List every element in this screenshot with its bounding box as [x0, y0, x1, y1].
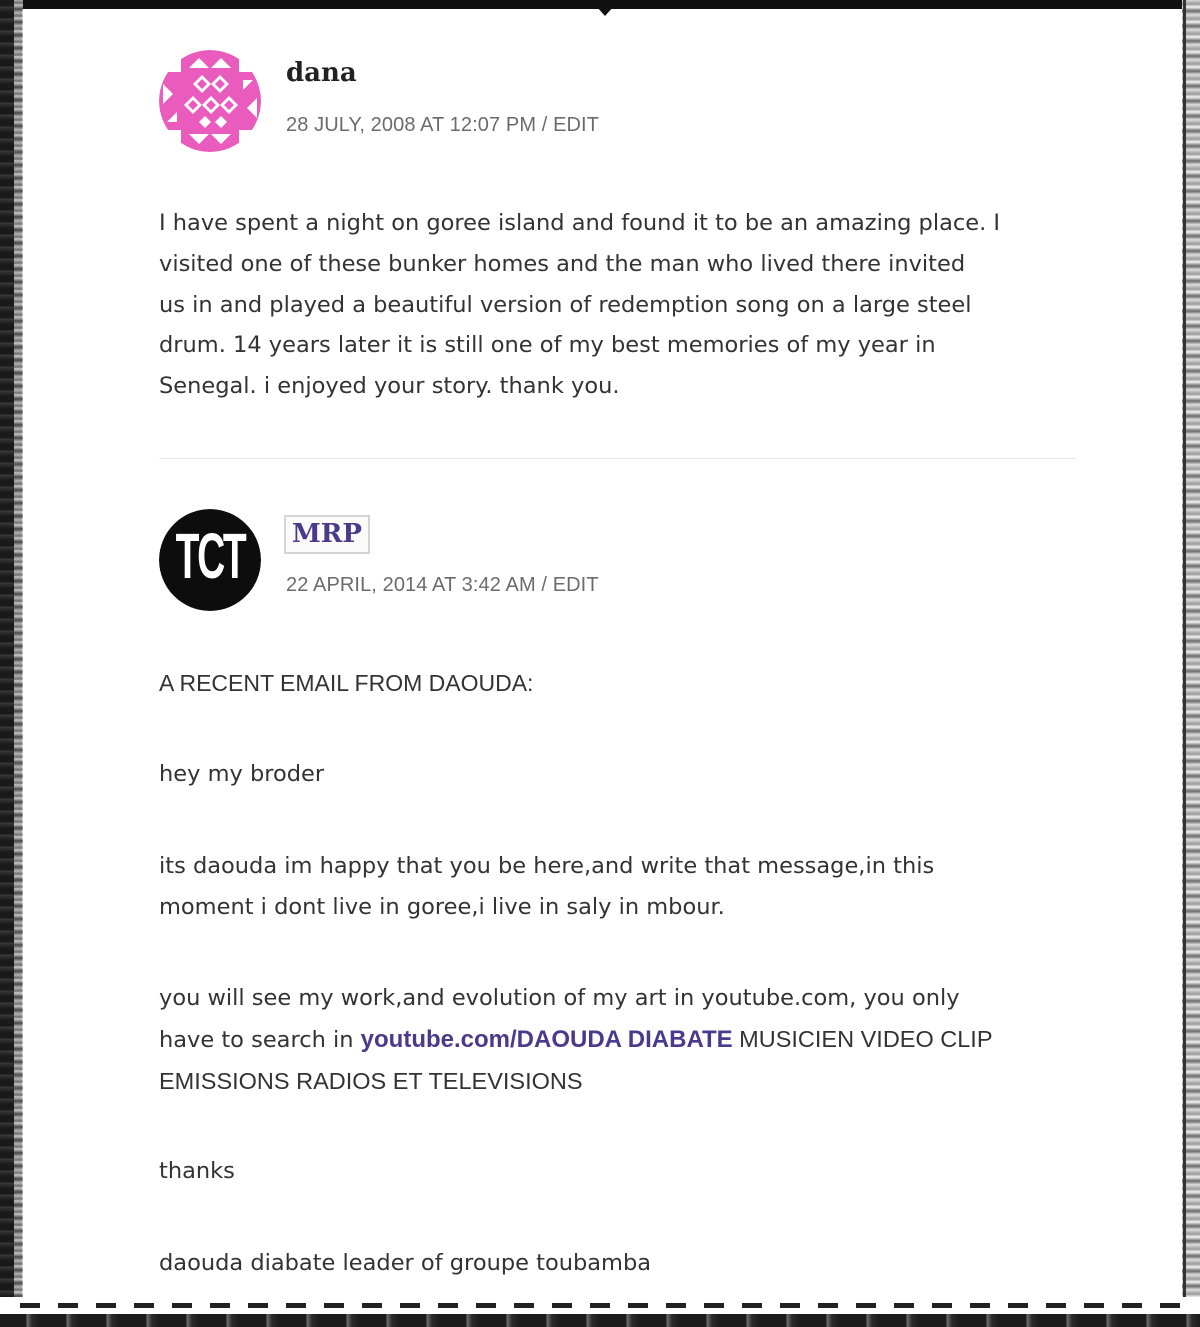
- email-line: you will see my work,and evolution of my art in youtube.com, you only: [159, 985, 960, 1011]
- email-line: its daouda im happy that you be here,and write that message,in this: [159, 853, 935, 879]
- comment-meta: [286, 574, 599, 597]
- border-bottom-dashes: [20, 1303, 1190, 1308]
- email-line-text: MUSICIEN VIDEO CLIP: [732, 1025, 993, 1052]
- email-paragraph: [159, 978, 993, 1101]
- email-heading: A RECENT EMAIL FROM DAOUDA:: [159, 670, 534, 696]
- meta-separator: /: [536, 114, 554, 136]
- comment-body-line: Senegal. i enjoyed your story. thank you.: [159, 373, 620, 400]
- comment-date[interactable]: 22 APRIL, 2014 AT 3:42 AM: [286, 574, 536, 596]
- comment-date[interactable]: 28 JULY, 2008 AT 12:07 PM: [286, 114, 537, 136]
- tct-logo-avatar-icon: [159, 509, 261, 611]
- edit-link[interactable]: EDIT: [552, 574, 599, 596]
- border-right-line: [1183, 0, 1186, 1327]
- comment-body-line: drum. 14 years later it is still one of my best memories of my year in: [159, 332, 936, 359]
- email-thanks: thanks: [159, 1158, 235, 1184]
- email-signature: daouda diabate leader of groupe toubamba: [159, 1250, 652, 1276]
- comment-body-line: us in and played a beautiful version of redemption song on a large steel: [159, 291, 972, 318]
- comment-body-line: I have spent a night on goree island and found it to be an amazing place. I: [159, 210, 1001, 236]
- comment-author-name: dana: [286, 58, 357, 88]
- email-line: moment i dont live in goree,i live in saly in mbour.: [159, 893, 725, 920]
- comment-mrp: [159, 0, 1079, 1300]
- border-left-texture: [14, 0, 23, 1327]
- border-bottom-blocks: [0, 1314, 1200, 1327]
- avatar-tct-text: TCT: [175, 521, 245, 593]
- comment-author-link[interactable]: MRP: [284, 515, 370, 554]
- comment-body-line: visited one of these bunker homes and the man who lived there invited: [159, 250, 966, 277]
- email-greeting: hey my broder: [159, 761, 325, 787]
- email-line: [159, 1019, 993, 1061]
- email-paragraph: [159, 846, 934, 928]
- email-line: EMISSIONS RADIOS ET TELEVISIONS: [159, 1067, 583, 1094]
- meta-separator: /: [535, 574, 553, 596]
- email-line-text: have to search in: [159, 1026, 361, 1053]
- edit-link[interactable]: EDIT: [553, 114, 600, 136]
- youtube-link[interactable]: youtube.com/DAOUDA DIABATE: [360, 1025, 733, 1053]
